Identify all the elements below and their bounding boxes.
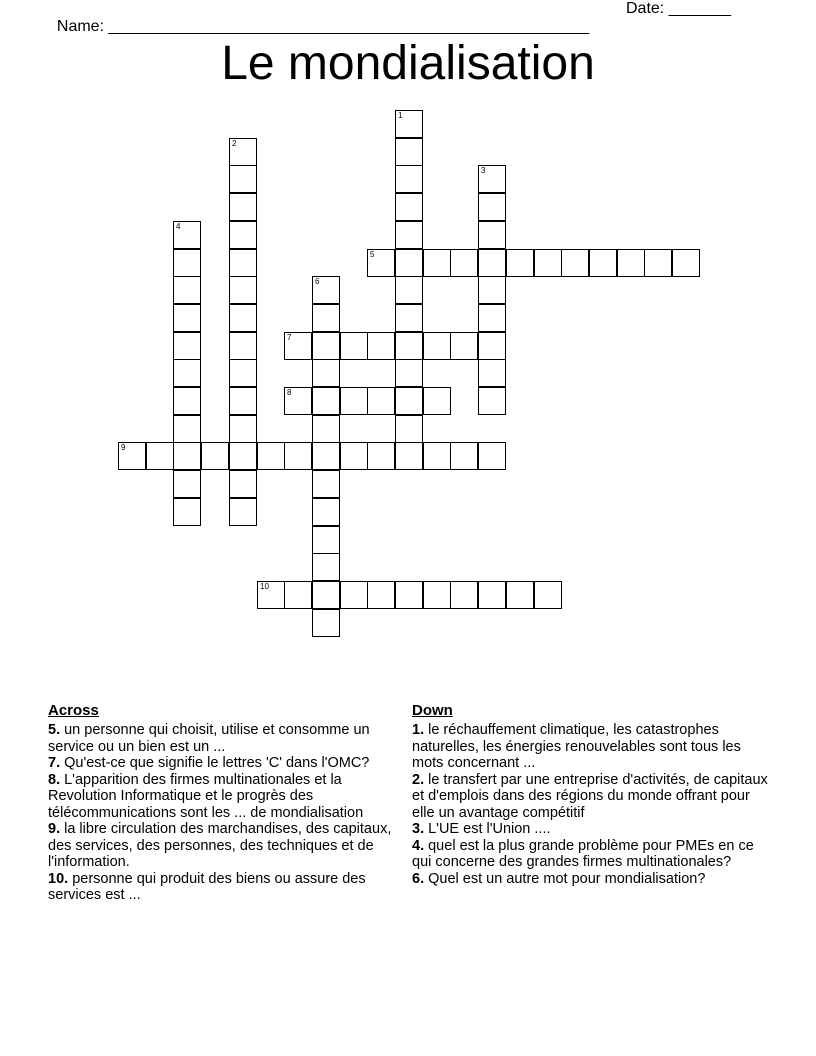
down-clue — [412, 772, 772, 822]
crossword-cell[interactable] — [146, 442, 174, 470]
crossword-cell[interactable] — [340, 442, 368, 470]
crossword-cell[interactable] — [173, 332, 201, 360]
crossword-cell[interactable] — [506, 249, 534, 277]
crossword-cell[interactable] — [395, 276, 423, 304]
crossword-cell[interactable] — [478, 387, 506, 415]
clue-text: le transfert par une entreprise d'activités, de capitaux et d'emplois dans des régions du monde offrant pour elle un avantage compétitif — [412, 771, 768, 821]
down-clue — [412, 871, 772, 888]
crossword-cell[interactable] — [395, 304, 423, 332]
across-clues — [48, 702, 393, 904]
crossword-cell[interactable] — [229, 359, 257, 387]
across-clue — [48, 871, 393, 904]
crossword-cell[interactable] — [395, 442, 423, 470]
crossword-cell[interactable] — [173, 498, 201, 526]
crossword-cell[interactable] — [229, 304, 257, 332]
crossword-cell[interactable] — [312, 470, 340, 498]
crossword-cell[interactable] — [367, 249, 395, 277]
crossword-cell[interactable] — [644, 249, 672, 277]
crossword-cell[interactable] — [229, 332, 257, 360]
crossword-cell[interactable] — [367, 332, 395, 360]
crossword-cell[interactable] — [312, 359, 340, 387]
clue-number: 8 — [287, 388, 292, 397]
crossword-cell[interactable] — [312, 526, 340, 554]
down-heading: Down — [412, 702, 453, 719]
crossword-cell[interactable] — [534, 249, 562, 277]
crossword-cell[interactable] — [312, 276, 340, 304]
crossword-cell[interactable] — [478, 304, 506, 332]
clue-number: 3 — [481, 166, 486, 175]
clue-text: quel est la plus grande problème pour PMEs en ce qui concerne des grandes firmes multinationales? — [412, 837, 754, 870]
crossword-cell[interactable] — [589, 249, 617, 277]
crossword-cell[interactable] — [395, 110, 423, 138]
crossword-cell[interactable] — [478, 332, 506, 360]
crossword-cell[interactable] — [312, 304, 340, 332]
crossword-cell[interactable] — [229, 221, 257, 249]
crossword-cell[interactable] — [423, 387, 451, 415]
crossword-cell[interactable] — [423, 442, 451, 470]
crossword-cell[interactable] — [312, 553, 340, 581]
crossword-cell[interactable] — [340, 581, 368, 609]
crossword-cell[interactable] — [478, 276, 506, 304]
crossword-cell[interactable] — [229, 249, 257, 277]
crossword-cell[interactable] — [340, 332, 368, 360]
crossword-cell[interactable] — [478, 442, 506, 470]
puzzle-title: Le mondialisation — [221, 37, 595, 90]
crossword-cell[interactable] — [312, 332, 340, 360]
across-clue — [48, 722, 393, 755]
clue-text: un personne qui choisit, utilise et consomme un service ou un bien est un ... — [48, 722, 370, 755]
clue-number: 2. — [412, 771, 425, 788]
crossword-cell[interactable] — [118, 442, 146, 470]
crossword-cell[interactable] — [450, 332, 478, 360]
down-clue — [412, 838, 772, 871]
across-heading: Across — [48, 702, 99, 719]
down-clues — [412, 702, 772, 887]
crossword-cell[interactable] — [478, 249, 506, 277]
crossword-cell[interactable] — [395, 332, 423, 360]
across-clue — [48, 755, 393, 772]
crossword-cell[interactable] — [450, 442, 478, 470]
crossword-cell[interactable] — [173, 442, 201, 470]
crossword-cell[interactable] — [450, 249, 478, 277]
crossword-cell[interactable] — [534, 581, 562, 609]
crossword-cell[interactable] — [312, 442, 340, 470]
crossword-cell[interactable] — [395, 581, 423, 609]
crossword-cell[interactable] — [395, 359, 423, 387]
crossword-cell[interactable] — [173, 304, 201, 332]
clue-number: 10. — [48, 870, 69, 887]
crossword-cell[interactable] — [229, 442, 257, 470]
clue-text: Qu'est-ce que signifie le lettres 'C' dans l'OMC? — [60, 755, 370, 771]
crossword-cell[interactable] — [395, 249, 423, 277]
crossword-cell[interactable] — [395, 138, 423, 166]
crossword-cell[interactable] — [284, 332, 312, 360]
clue-number: 7. — [48, 755, 61, 771]
clue-number: 1. — [412, 722, 425, 738]
crossword-cell[interactable] — [478, 221, 506, 249]
clue-number: 10 — [260, 582, 269, 591]
down-clue-list — [412, 722, 772, 887]
crossword-cell[interactable] — [395, 193, 423, 221]
crossword-cell[interactable] — [312, 581, 340, 609]
crossword-cell[interactable] — [395, 165, 423, 193]
date-field[interactable]: Date: _______ — [626, 0, 731, 17]
crossword-cell[interactable] — [395, 387, 423, 415]
crossword-cell[interactable] — [367, 581, 395, 609]
crossword-cell[interactable] — [284, 581, 312, 609]
crossword-cell[interactable] — [173, 359, 201, 387]
crossword-cell[interactable] — [257, 442, 285, 470]
clue-text: la libre circulation des marchandises, des capitaux, des services, des personnes, des techniques et de l'information. — [48, 821, 392, 870]
across-clue-list — [48, 722, 393, 904]
down-clue — [412, 722, 772, 772]
crossword-cell[interactable] — [173, 415, 201, 443]
clue-text: personne qui produit des biens ou assure des services est ... — [48, 870, 366, 903]
crossword-cell[interactable] — [173, 276, 201, 304]
crossword-cell[interactable] — [312, 498, 340, 526]
crossword-cell[interactable] — [284, 442, 312, 470]
clue-number: 6. — [412, 870, 425, 887]
crossword-cell[interactable] — [229, 138, 257, 166]
clue-number: 5 — [370, 250, 375, 259]
across-clue — [48, 821, 393, 871]
crossword-cell[interactable] — [173, 249, 201, 277]
clue-number: 5. — [48, 722, 61, 738]
clue-number: 4. — [412, 837, 425, 854]
crossword-cell[interactable] — [367, 442, 395, 470]
crossword-cell[interactable] — [229, 165, 257, 193]
crossword-cell[interactable] — [312, 387, 340, 415]
crossword-cell[interactable] — [506, 581, 534, 609]
across-clue — [48, 772, 393, 822]
crossword-cell[interactable] — [478, 581, 506, 609]
crossword-cell[interactable] — [284, 387, 312, 415]
clue-text: Quel est un autre mot pour mondialisation? — [424, 870, 706, 887]
crossword-cell[interactable] — [312, 415, 340, 443]
crossword-cell[interactable] — [395, 221, 423, 249]
clue-text: le réchauffement climatique, les catastrophes naturelles, les énergies renouvelables sont tous les mots concernant ... — [412, 722, 741, 771]
clue-number: 4 — [176, 222, 181, 231]
clue-number: 9. — [48, 821, 61, 837]
crossword-cell[interactable] — [229, 387, 257, 415]
crossword-cell[interactable] — [478, 165, 506, 193]
crossword-cell[interactable] — [229, 415, 257, 443]
clue-number: 7 — [287, 333, 292, 342]
crossword-cell[interactable] — [395, 415, 423, 443]
down-clue — [412, 821, 772, 838]
crossword-cell[interactable] — [367, 387, 395, 415]
clue-number: 6 — [315, 277, 320, 286]
crossword-cell[interactable] — [478, 193, 506, 221]
clue-text: L'UE est l'Union .... — [424, 821, 551, 837]
crossword-cell[interactable] — [423, 581, 451, 609]
clue-number: 2 — [232, 139, 237, 148]
crossword-cell[interactable] — [173, 470, 201, 498]
crossword-cell[interactable] — [340, 387, 368, 415]
crossword-cell[interactable] — [561, 249, 589, 277]
crossword-cell[interactable] — [617, 249, 645, 277]
name-field[interactable]: Name: ______________________________________________________ — [56, 18, 589, 35]
crossword-cell[interactable] — [229, 470, 257, 498]
crossword-cell[interactable] — [672, 249, 700, 277]
crossword-cell[interactable] — [229, 276, 257, 304]
clue-number: 8. — [48, 771, 61, 788]
crossword-cell[interactable] — [229, 498, 257, 526]
crossword-cell[interactable] — [173, 221, 201, 249]
crossword-cell[interactable] — [450, 581, 478, 609]
crossword-cell[interactable] — [229, 193, 257, 221]
crossword-cell[interactable] — [423, 332, 451, 360]
clue-number: 3. — [412, 821, 425, 837]
crossword-cell[interactable] — [423, 249, 451, 277]
crossword-cell[interactable] — [478, 359, 506, 387]
crossword-cell[interactable] — [312, 609, 340, 637]
clue-number: 9 — [121, 443, 126, 452]
crossword-cell[interactable] — [257, 581, 285, 609]
crossword-cell[interactable] — [201, 442, 229, 470]
clue-number: 1 — [398, 111, 403, 120]
crossword-cell[interactable] — [173, 387, 201, 415]
clue-text: L'apparition des firmes multinationales et la Revolution Informatique et le progrès des télécommunications sont les ... de mondialisation — [48, 771, 364, 821]
